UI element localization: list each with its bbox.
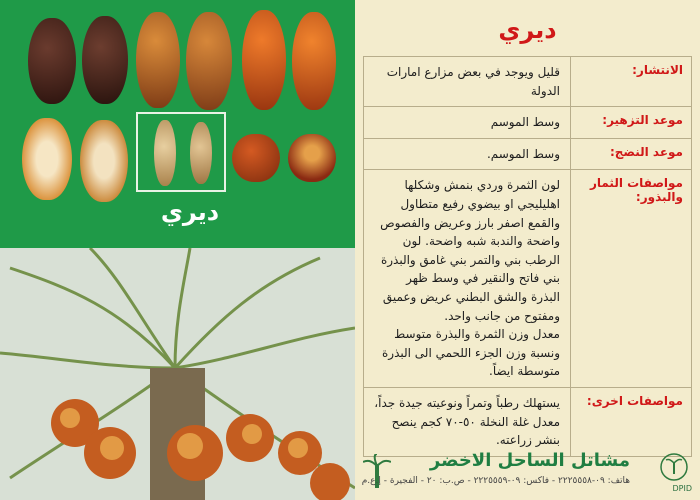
date-fruit — [242, 10, 286, 110]
brand-mark: DPID — [672, 484, 692, 493]
date-fruit-top — [232, 134, 280, 182]
date-fruit — [292, 12, 336, 110]
date-cross-section — [80, 120, 128, 202]
spec-label: مواصفات الثمار والبذور: — [589, 176, 683, 205]
spec-value: يستهلك رطباً وتمراً ونوعيته جيدة جداً، معدل غلة النخلة ٥٠-٧٠ كجم ينصح بنشر زراعته. — [364, 388, 571, 456]
seed-inset — [136, 112, 226, 192]
spec-label: موعد النضج: — [609, 144, 683, 159]
description-panel — [355, 0, 700, 500]
date-fruit — [186, 12, 232, 110]
date-seed — [190, 122, 212, 184]
date-cross-section — [22, 118, 72, 200]
fruit-variety-title: ديري — [160, 198, 220, 226]
spec-value: وسط الموسم. — [364, 139, 571, 170]
palm-emblem-icon — [660, 452, 688, 482]
spec-table — [363, 56, 692, 457]
fruit-photo-panel — [0, 0, 355, 248]
date-fruit-dark — [82, 16, 128, 104]
spec-row — [364, 107, 691, 139]
date-fruit — [136, 12, 180, 108]
nursery-name: مشاتل الساحل الاخضر — [429, 450, 630, 471]
date-seed — [154, 120, 176, 186]
palm-tree-illustration — [0, 248, 355, 500]
contact-info: هاتف: ٠٩-٢٢٢٥٥٥٨ - فاكس: ٠٩-٢٢٢٥٥٥٩ - ص.ب: ٢٠ - الفجيرة - إ.ع.م — [361, 476, 630, 486]
date-fruit-top — [288, 134, 336, 182]
variety-title: ديري — [498, 16, 557, 44]
spec-value: وسط الموسم — [364, 107, 571, 138]
spec-row — [364, 139, 691, 171]
spec-label: موعد التزهير: — [602, 113, 683, 128]
date-fruit-dark — [28, 18, 76, 104]
spec-value: لون الثمرة وردي بنمش وشكلها اهليليجي او بيضوي رفيع متطاول والقمع اصفر بارز وعريض والفصوص واضحة والندبة شبه واضحة. لون الرطب بني والتمر بني غامق والبذرة بني فاتح والنقير في وسط ظهر البذرة والشق البطني عريض وعميق ومفتوح من جانب واحد. معدل وزن الثمرة والبذرة متوسط ونسبة وزن الجزء اللحمي الى البذرة متوسطة ايضاً. — [364, 170, 571, 387]
footer — [355, 446, 700, 500]
palm-tree-photo — [0, 248, 355, 500]
spec-value: قليل ويوجد في بعض مزارع امارات الدولة — [364, 57, 571, 106]
spec-label: مواصفات اخرى: — [586, 393, 683, 408]
spec-row — [364, 170, 691, 388]
spec-label: الانتشار: — [632, 63, 683, 77]
spec-row — [364, 57, 691, 107]
